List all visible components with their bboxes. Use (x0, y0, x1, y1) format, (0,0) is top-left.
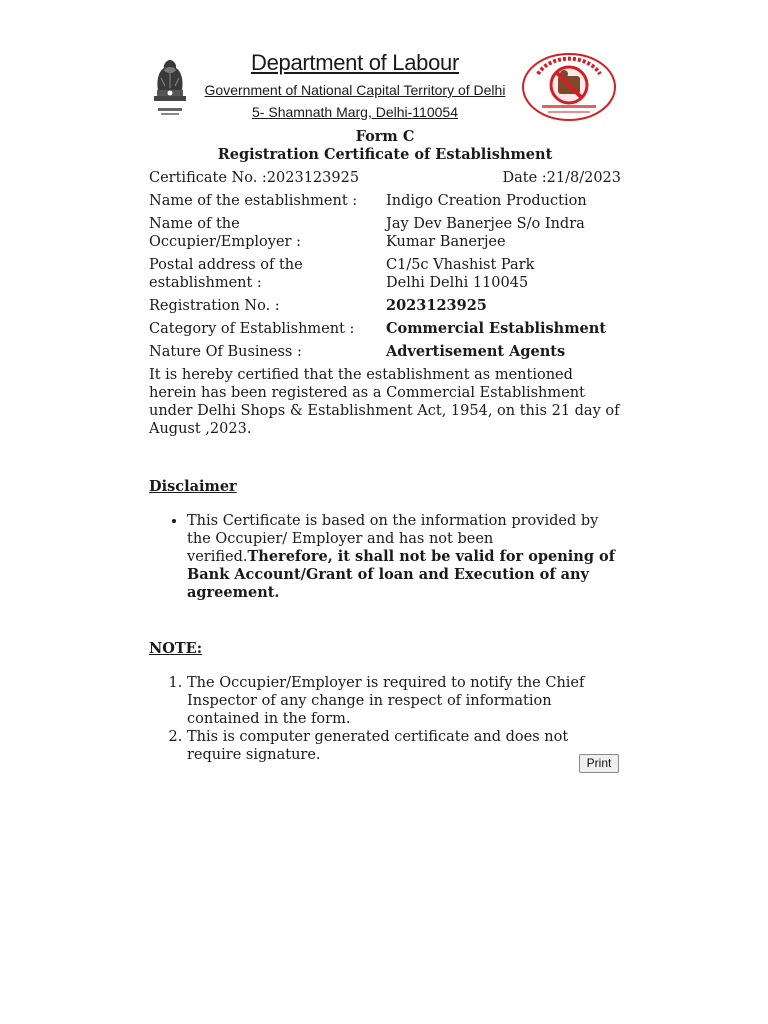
certificate-meta (149, 169, 621, 187)
list-item (187, 512, 621, 602)
certification-statement: It is hereby certified that the establishment as mentioned herein has been registered as a Commercial Establishment under Delhi Shops & Establishment Act, 1954, on this 21 day of August ,2023. (149, 367, 620, 437)
address-line-1: C1/5c Vhashist Park (386, 257, 535, 273)
certificate-body (149, 128, 621, 764)
field-row-registration-no (149, 297, 621, 315)
disclaimer-list (149, 512, 621, 602)
field-value: Advertisement Agents (386, 343, 566, 360)
field-value: Indigo Creation Production (386, 193, 587, 209)
note-list (149, 674, 621, 764)
field-row-establishment (149, 192, 621, 210)
say-no-to-child-labour-logo (520, 52, 618, 122)
field-row-category (149, 320, 621, 338)
disclaimer-title: Disclaimer (149, 478, 237, 495)
field-label: Nature Of Business : (149, 344, 302, 360)
field-label: Name of the Occupier/Employer : (149, 216, 301, 250)
field-row-occupier (149, 215, 621, 251)
field-label: Registration No. : (149, 298, 280, 314)
field-label: Category of Establishment : (149, 321, 355, 337)
certificate-number: Certificate No. :2023123925 (149, 170, 360, 186)
note-title: NOTE: (149, 640, 203, 657)
field-value: Jay Dev Banerjee S/o Indra Kumar Banerjee (386, 216, 585, 250)
department-title: Department of Labour (250, 50, 460, 75)
department-address: 5- Shamnath Marg, Delhi-110054 (252, 104, 458, 120)
field-row-postal-address (149, 256, 621, 292)
field-value (386, 256, 621, 292)
national-emblem-icon (152, 56, 188, 118)
certificate-date: Date :21/8/2023 (502, 170, 621, 186)
list-item: 1. The Occupier/Employer is required to notify the Chief Inspector of any change in respect of information contained in the form. (187, 674, 621, 728)
certificate-header (0, 0, 768, 130)
list-item: 2. This is computer generated certificate and does not require signature. (187, 728, 621, 764)
form-title: Registration Certificate of Establishment (217, 146, 553, 163)
print-button[interactable]: Print (579, 754, 619, 773)
address-line-2: Delhi Delhi 110045 (386, 275, 529, 291)
field-value: Commercial Establishment (386, 320, 607, 337)
field-label: Name of the establishment : (149, 193, 358, 209)
field-label: Postal address of the establishment : (149, 257, 303, 291)
form-name: Form C (355, 128, 415, 145)
field-value: 2023123925 (386, 297, 487, 314)
field-row-nature-of-business (149, 343, 621, 361)
government-subtitle: Government of National Capital Territory of Delhi (204, 82, 506, 98)
disclaimer-warning: Therefore, it shall not be valid for opening of Bank Account/Grant of loan and Execution of any agreement. (187, 548, 615, 601)
disclaimer-text: This Certificate is based on the information provided by the Occupier/ Employer and has not been verified. (187, 513, 599, 565)
